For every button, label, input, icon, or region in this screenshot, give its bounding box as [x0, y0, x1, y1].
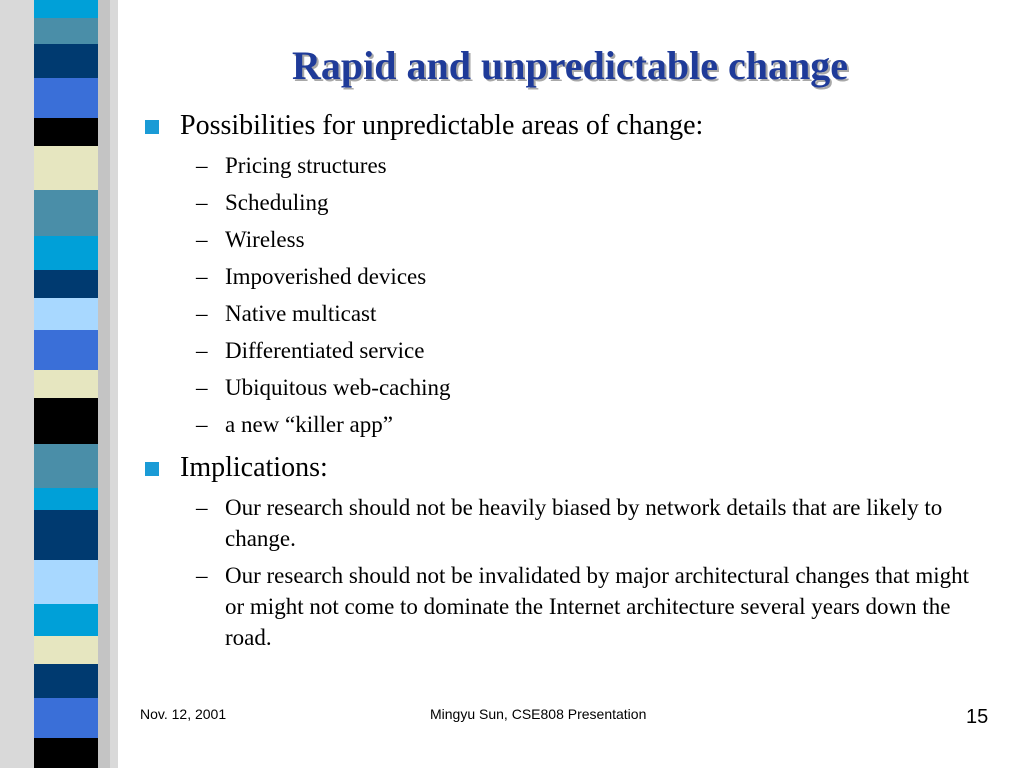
sub-bullet [140, 187, 985, 218]
sub-bullet [140, 335, 985, 366]
bullet-possibilities [140, 108, 1000, 144]
dash-icon: – [196, 375, 208, 400]
stripe-segment [34, 444, 98, 488]
dash-icon: – [196, 190, 208, 215]
dash-icon: – [196, 301, 208, 326]
stripe-segment [34, 698, 98, 738]
sub-bullet [140, 224, 985, 255]
stripe-segment [34, 370, 98, 398]
dash-icon: – [196, 495, 208, 520]
stripe-segment [34, 146, 98, 190]
stripe-segment [34, 330, 98, 370]
stripe-segment [34, 636, 98, 664]
sub-bullet-text: Pricing structures [225, 153, 387, 178]
dash-icon: – [196, 264, 208, 289]
slide-body [140, 108, 1000, 659]
stripe-segment [34, 78, 98, 118]
sub-bullet-text: Ubiquitous web-caching [225, 375, 451, 400]
footer-presenter: Mingyu Sun, CSE808 Presentation [430, 706, 647, 722]
square-bullet-icon [145, 120, 159, 134]
sub-bullet [140, 409, 985, 440]
stripe-segment [34, 44, 98, 78]
stripe-segment [34, 298, 98, 330]
sub-bullet-text: Our research should not be invalidated by major architectural changes that might or might not come to dominate the Internet architecture several years down the road. [225, 563, 970, 650]
stripe-segment [34, 510, 98, 560]
slide-title: Rapid and unpredictable change [291, 43, 849, 88]
sub-bullet [140, 261, 985, 292]
stripe-shadow [96, 0, 110, 768]
stripe-segment [34, 118, 98, 146]
sub-bullet-text: Native multicast [225, 301, 377, 326]
decorative-stripe-column [34, 0, 98, 768]
page-number: 15 [966, 706, 989, 728]
stripe-segment [34, 398, 98, 444]
sub-bullet [140, 298, 985, 329]
stripe-segment [34, 664, 98, 698]
dash-icon: – [196, 563, 208, 588]
sub-bullet [140, 492, 985, 554]
sub-bullet [140, 372, 985, 403]
stripe-segment [34, 738, 98, 768]
stripe-segment [34, 190, 98, 236]
footer-date: Nov. 12, 2001 [140, 706, 227, 722]
stripe-segment [34, 488, 98, 510]
sub-bullet-text: Impoverished devices [225, 264, 427, 289]
sub-bullet [140, 560, 985, 653]
stripe-segment [34, 236, 98, 270]
sub-bullet-text: Differentiated service [225, 338, 425, 363]
sub-bullet-text: Scheduling [225, 190, 329, 215]
dash-icon: – [196, 227, 208, 252]
sub-bullet-text: Our research should not be heavily biased by network details that are likely to change. [225, 495, 943, 551]
bullet-implications [140, 450, 1000, 486]
sub-bullet-text: a new “killer app” [225, 412, 393, 437]
dash-icon: – [196, 153, 208, 178]
sub-bullet-text: Wireless [225, 227, 305, 252]
bullet-text: Implications: [180, 452, 328, 483]
bullet-text: Possibilities for unpredictable areas of change: [180, 110, 704, 141]
square-bullet-icon [145, 462, 159, 476]
stripe-segment [34, 604, 98, 636]
stripe-segment [34, 560, 98, 604]
decorative-stripe-band [0, 0, 118, 768]
stripe-segment [34, 18, 98, 44]
stripe-segment [34, 0, 98, 18]
dash-icon: – [196, 338, 208, 363]
sub-bullet [140, 150, 985, 181]
dash-icon: – [196, 412, 208, 437]
stripe-segment [34, 270, 98, 298]
